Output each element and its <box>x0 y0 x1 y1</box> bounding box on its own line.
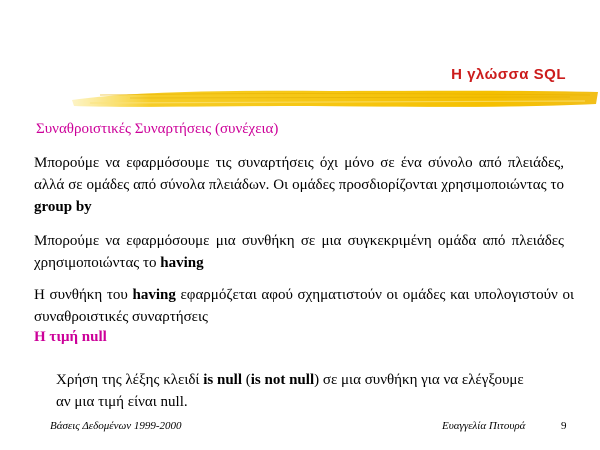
paragraph-having <box>34 230 564 274</box>
keyword-group-by: group by <box>34 199 92 215</box>
keyword-is-not-null: is not null <box>250 372 315 388</box>
paragraph-text: ( <box>242 372 251 388</box>
section-heading: Συναθροιστικές Συναρτήσεις (συνέχεια) <box>36 121 279 137</box>
paragraph-text: ) σε μια συνθήκη για να ελέγξουμε αν μια τιμή είναι null. <box>56 372 524 410</box>
keyword-having: having <box>132 287 176 303</box>
paragraph-having-condition <box>34 284 574 328</box>
keyword-is-null: is null <box>203 372 242 388</box>
paragraph-text: Μπορούμε να εφαρμόσουμε μια συνθήκη σε μια συγκεκριμένη ομάδα από πλειάδες χρησιμοποιώντας το <box>34 233 564 271</box>
paragraph-is-null <box>56 369 536 413</box>
paragraph-group-by <box>34 152 564 218</box>
paragraph-text: Μπορούμε να εφαρμόσουμε τις συναρτήσεις όχι μόνο σε ένα σύνολο από πλειάδες, αλλά σε ομάδες από σύνολα πλειάδων. Οι ομάδες προσδιορίζονται χρησιμοποιώντας το <box>34 155 564 193</box>
keyword-having: having <box>160 255 204 271</box>
slide-title: Η γλώσσα SQL <box>451 66 566 83</box>
footer-course: Βάσεις Δεδομένων 1999-2000 <box>50 420 182 432</box>
paragraph-text: Η συνθήκη του <box>34 287 133 303</box>
paragraph-text: Χρήση της λέξης κλειδί <box>56 372 204 388</box>
brush-stroke-decoration <box>70 82 600 116</box>
null-heading: Η τιμή null <box>34 329 107 345</box>
footer-author: Ευαγγελία Πιτουρά <box>442 420 526 432</box>
paragraph-text: εφαρμόζεται αφού σχηματιστούν οι ομάδες και υπολογιστούν οι συναθροιστικές συναρτήσεις <box>34 287 575 325</box>
page-number: 9 <box>561 420 567 432</box>
